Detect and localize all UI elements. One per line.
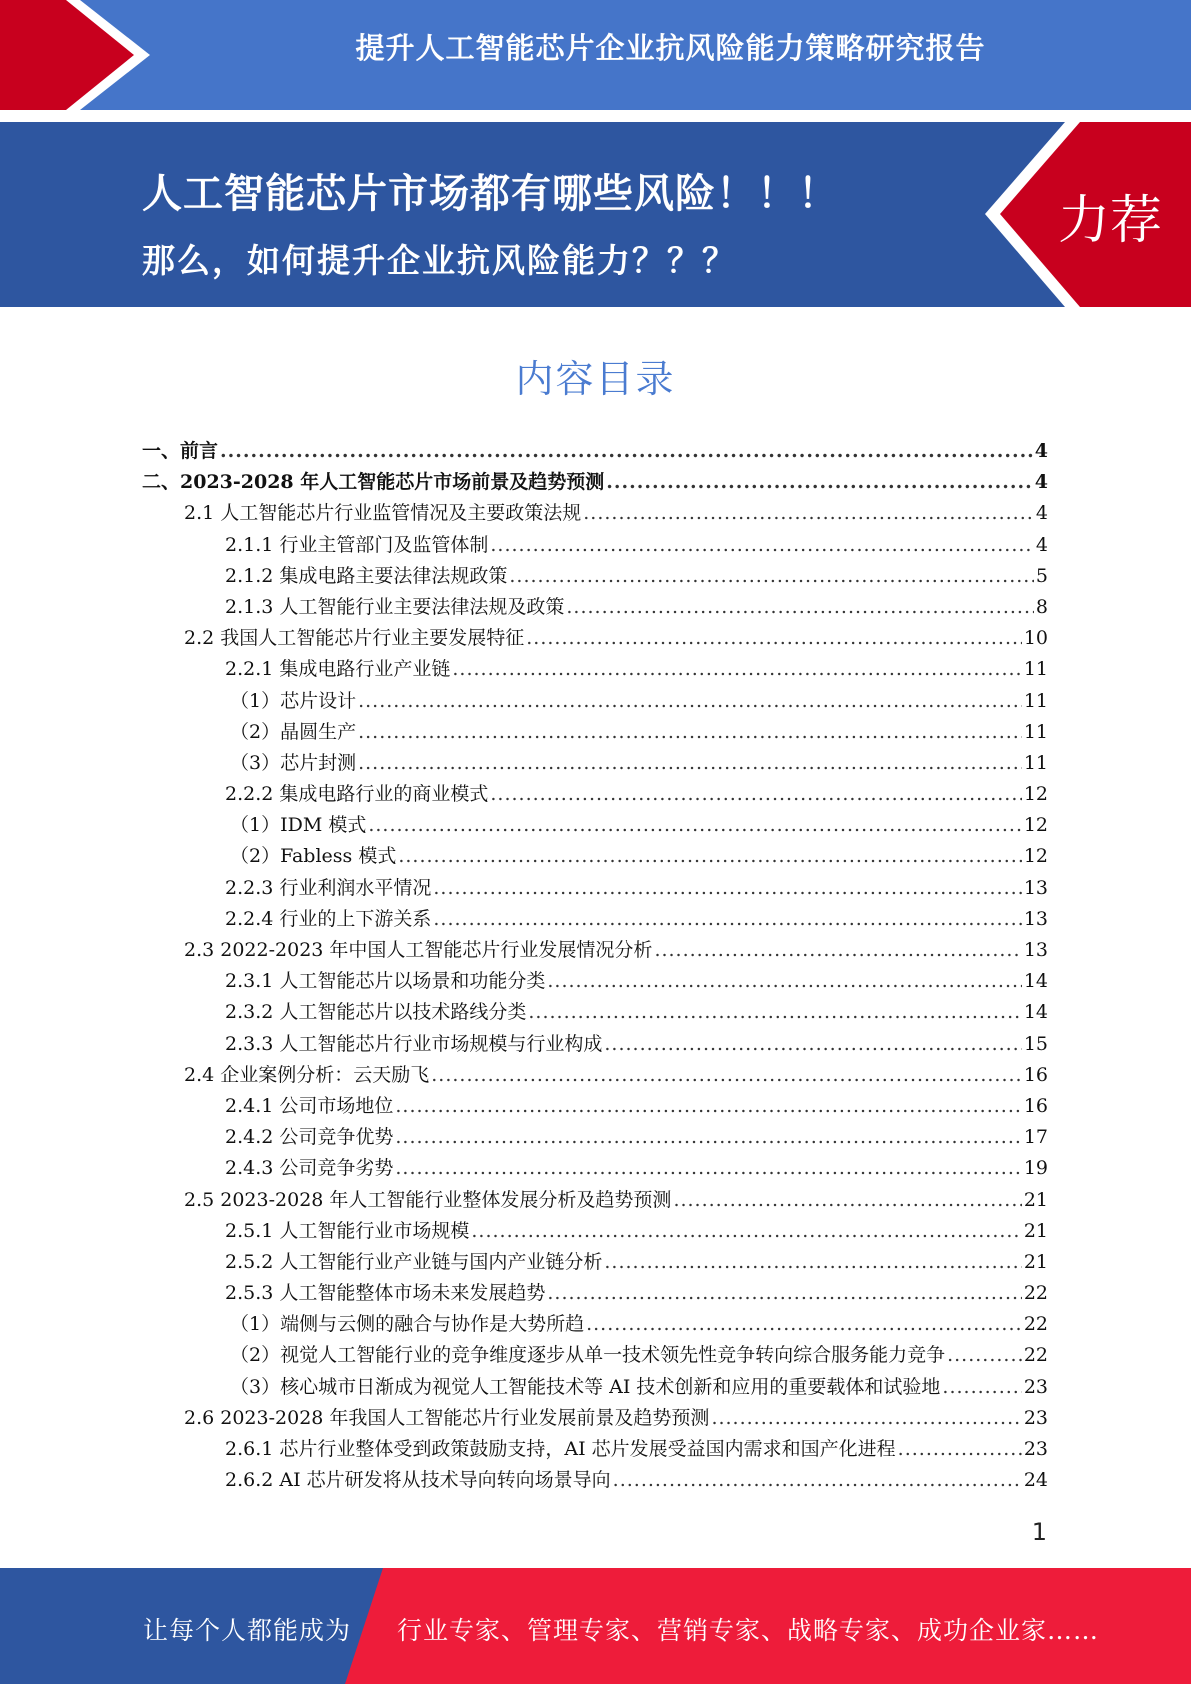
toc-entry[interactable]: [142, 841, 1048, 872]
toc-entry[interactable]: [142, 1372, 1048, 1403]
toc-entry-label: 2.3.3 人工智能芯片行业市场规模与行业构成: [225, 1032, 603, 1055]
toc-leader-dots: [654, 939, 1021, 961]
toc-entry-page: 4: [1035, 533, 1048, 556]
toc-entry-label: 2.4 企业案例分析：云天励飞: [184, 1063, 430, 1086]
toc-entry-label: 2.2.2 集成电路行业的商业模式: [225, 783, 489, 806]
toc-entry-label: （3）芯片封测: [230, 751, 357, 774]
toc-leader-dots: [358, 752, 1022, 774]
toc-leader-dots: [452, 658, 1021, 680]
toc-entry[interactable]: [142, 1060, 1048, 1091]
toc-leader-dots: [395, 1095, 1021, 1117]
toc-leader-dots: [395, 1157, 1021, 1179]
toc-leader-dots: [528, 1001, 1021, 1023]
toc-entry-label: 2.1.1 行业主管部门及监管体制: [225, 533, 489, 556]
toc-entry-page: 23: [1023, 1438, 1048, 1460]
toc-entry[interactable]: [142, 873, 1048, 904]
toc-leader-dots: [433, 908, 1021, 930]
toc-entry-label: 2.4.2 公司竞争优势: [225, 1126, 394, 1149]
toc-entry-label: 2.5.1 人工智能行业市场规模: [225, 1219, 470, 1242]
toc-entry-page: 11: [1023, 720, 1048, 743]
toc-entry-label: （1）端侧与云侧的融合与协作是大势所趋: [230, 1313, 585, 1336]
toc-entry-page: 13: [1023, 939, 1048, 961]
toc-entry[interactable]: [142, 1309, 1048, 1340]
toc-entry-page: 4: [1035, 502, 1048, 525]
toc-leader-dots: [606, 471, 1033, 493]
toc-leader-dots: [509, 565, 1034, 587]
toc-entry-page: 15: [1023, 1032, 1048, 1055]
toc-entry[interactable]: [142, 1278, 1048, 1309]
banner-subheadline: 那么，如何提升企业抗风险能力？？？: [142, 241, 737, 280]
banner: [0, 122, 1191, 307]
toc-entry-page: 21: [1023, 1219, 1048, 1242]
toc-entry[interactable]: [142, 779, 1048, 810]
toc-entry[interactable]: [142, 1122, 1048, 1153]
toc-leader-dots: [673, 1189, 1021, 1211]
banner-headline: 人工智能芯片市场都有哪些风险！！！: [142, 171, 839, 217]
toc-entry-page: 22: [1023, 1313, 1048, 1336]
toc-leader-dots: [586, 1313, 1022, 1335]
toc-leader-dots: [471, 1220, 1021, 1242]
toc-entry-page: 11: [1023, 751, 1048, 774]
recommend-badge: 力荐: [1058, 191, 1163, 251]
toc-entry-label: （2）Fabless 模式: [230, 845, 397, 868]
toc-entry-page: 14: [1023, 970, 1048, 993]
toc-leader-dots: [526, 627, 1022, 649]
toc-title: 内容目录: [515, 357, 676, 401]
page-number: 1: [1031, 1518, 1047, 1546]
toc-leader-dots: [490, 783, 1021, 805]
toc-entry-page: 13: [1023, 876, 1048, 899]
table-of-contents: [142, 436, 1048, 1496]
toc-entry-label: 2.2.1 集成电路行业产业链: [225, 658, 451, 681]
toc-entry[interactable]: [142, 686, 1048, 717]
toc-entry-page: 22: [1023, 1344, 1048, 1367]
toc-entry-label: 二、2023-2028 年人工智能芯片市场前景及趋势预测: [142, 471, 605, 494]
toc-entry-page: 24: [1023, 1469, 1048, 1492]
toc-leader-dots: [898, 1438, 1022, 1460]
toc-entry[interactable]: [142, 592, 1048, 623]
toc-entry-label: 一、前言: [142, 440, 219, 462]
footer-slogan: 让每个人都能成为: [143, 1616, 352, 1645]
toc-entry[interactable]: [142, 1403, 1048, 1434]
toc-entry-label: 2.1 人工智能芯片行业监管情况及主要政策法规: [184, 502, 582, 525]
toc-entry[interactable]: [142, 1465, 1048, 1496]
toc-entry-page: 21: [1023, 1188, 1048, 1211]
toc-entry[interactable]: [142, 1216, 1048, 1247]
toc-leader-dots: [566, 596, 1034, 618]
toc-entry-label: 2.2.3 行业利润水平情况: [225, 876, 432, 899]
toc-entry[interactable]: [142, 623, 1048, 654]
top-header: [0, 0, 1191, 112]
toc-entry-label: 2.2.4 行业的上下游关系: [225, 907, 432, 930]
toc-entry-label: （2）视觉人工智能行业的竞争维度逐步从单一技术领先性竞争转向综合服务能力竞争: [230, 1344, 946, 1367]
toc-entry-page: 14: [1023, 1001, 1048, 1024]
toc-entry-page: 12: [1023, 783, 1048, 806]
toc-entry[interactable]: [142, 1247, 1048, 1278]
toc-entry-page: 8: [1035, 595, 1048, 618]
toc-leader-dots: [711, 1407, 1021, 1429]
toc-entry[interactable]: [142, 904, 1048, 935]
toc-entry-label: 2.2 我国人工智能芯片行业主要发展特征: [184, 627, 525, 650]
toc-entry-page: 16: [1023, 1094, 1048, 1117]
toc-entry-label: （1）IDM 模式: [230, 814, 367, 837]
toc-entry-label: 2.5 2023-2028 年人工智能行业整体发展分析及趋势预测: [184, 1188, 672, 1211]
report-title: 提升人工智能芯片企业抗风险能力策略研究报告: [355, 31, 986, 65]
toc-entry[interactable]: [142, 561, 1048, 592]
toc-entry[interactable]: [142, 467, 1048, 498]
toc-entry-label: （2）晶圆生产: [230, 720, 357, 743]
toc-entry-label: 2.6 2023-2028 年我国人工智能芯片行业发展前景及趋势预测: [184, 1406, 710, 1429]
toc-entry-label: （1）芯片设计: [230, 689, 357, 712]
toc-entry-page: 4: [1034, 471, 1048, 494]
toc-entry-label: 2.4.3 公司竞争劣势: [225, 1157, 394, 1180]
toc-entry-page: 23: [1023, 1406, 1048, 1429]
toc-entry-label: 2.5.2 人工智能行业产业链与国内产业链分析: [225, 1250, 603, 1273]
toc-entry-label: 2.3 2022-2023 年中国人工智能芯片行业发展情况分析: [184, 939, 653, 961]
toc-leader-dots: [583, 502, 1034, 524]
toc-leader-dots: [604, 1251, 1021, 1273]
toc-entry-page: 10: [1023, 627, 1048, 650]
footer-roles: 行业专家、管理专家、营销专家、战略专家、成功企业家……: [397, 1616, 1100, 1645]
toc-entry-label: 2.3.1 人工智能芯片以场景和功能分类: [225, 970, 546, 993]
toc-leader-dots: [942, 1376, 1021, 1398]
toc-entry-page: 21: [1023, 1250, 1048, 1273]
toc-entry[interactable]: [142, 436, 1048, 467]
toc-entry[interactable]: [142, 1340, 1048, 1371]
toc-leader-dots: [368, 814, 1021, 836]
toc-entry-label: 2.5.3 人工智能整体市场未来发展趋势: [225, 1282, 546, 1305]
toc-leader-dots: [947, 1344, 1022, 1366]
toc-leader-dots: [613, 1469, 1022, 1491]
toc-entry[interactable]: [142, 935, 1048, 966]
toc-entry-page: 12: [1023, 845, 1048, 868]
toc-entry-page: 12: [1023, 814, 1048, 837]
toc-entry[interactable]: [142, 530, 1048, 561]
toc-entry-page: 5: [1035, 564, 1048, 587]
toc-entry-page: 19: [1023, 1157, 1048, 1180]
toc-leader-dots: [358, 721, 1022, 743]
toc-entry-page: 11: [1023, 689, 1048, 712]
toc-leader-dots: [604, 1033, 1021, 1055]
toc-entry[interactable]: [142, 748, 1048, 779]
toc-entry-page: 13: [1023, 907, 1048, 930]
footer: [0, 1568, 1191, 1684]
toc-leader-dots: [358, 690, 1022, 712]
toc-entry-label: 2.4.1 公司市场地位: [225, 1094, 394, 1117]
toc-entry-label: 2.6.2 AI 芯片研发将从技术导向转向场景导向: [225, 1469, 611, 1492]
toc-entry[interactable]: [142, 997, 1048, 1028]
toc-entry-page: 16: [1023, 1063, 1048, 1086]
toc-leader-dots: [547, 1282, 1021, 1304]
toc-entry[interactable]: [142, 1153, 1048, 1184]
toc-entry[interactable]: [142, 654, 1048, 685]
toc-entry[interactable]: [142, 1434, 1048, 1465]
toc-entry-label: 2.3.2 人工智能芯片以技术路线分类: [225, 1001, 527, 1024]
toc-entry-page: 22: [1023, 1282, 1048, 1305]
toc-entry-page: 23: [1023, 1375, 1048, 1398]
toc-entry-page: 11: [1023, 658, 1048, 681]
toc-leader-dots: [220, 440, 1033, 462]
toc-entry-label: （3）核心城市日渐成为视觉人工智能技术等 AI 技术创新和应用的重要载体和试验地: [230, 1375, 941, 1398]
toc-leader-dots: [395, 1126, 1021, 1148]
toc-entry[interactable]: [142, 966, 1048, 997]
toc-entry[interactable]: [142, 1091, 1048, 1122]
toc-entry[interactable]: [142, 1029, 1048, 1060]
toc-entry[interactable]: [142, 498, 1048, 529]
toc-leader-dots: [398, 845, 1021, 867]
toc-entry[interactable]: [142, 810, 1048, 841]
toc-leader-dots: [490, 534, 1034, 556]
toc-entry[interactable]: [142, 1185, 1048, 1216]
toc-entry-label: 2.1.2 集成电路主要法律法规政策: [225, 564, 508, 587]
toc-leader-dots: [547, 970, 1021, 992]
toc-entry-label: 2.6.1 芯片行业整体受到政策鼓励支持，AI 芯片发展受益国内需求和国产化进程: [225, 1438, 896, 1460]
toc-entry[interactable]: [142, 717, 1048, 748]
toc-entry-page: 4: [1034, 440, 1048, 462]
toc-entry-page: 17: [1023, 1126, 1048, 1149]
toc-leader-dots: [431, 1064, 1022, 1086]
toc-entry-label: 2.1.3 人工智能行业主要法律法规及政策: [225, 595, 565, 618]
toc-leader-dots: [433, 877, 1021, 899]
